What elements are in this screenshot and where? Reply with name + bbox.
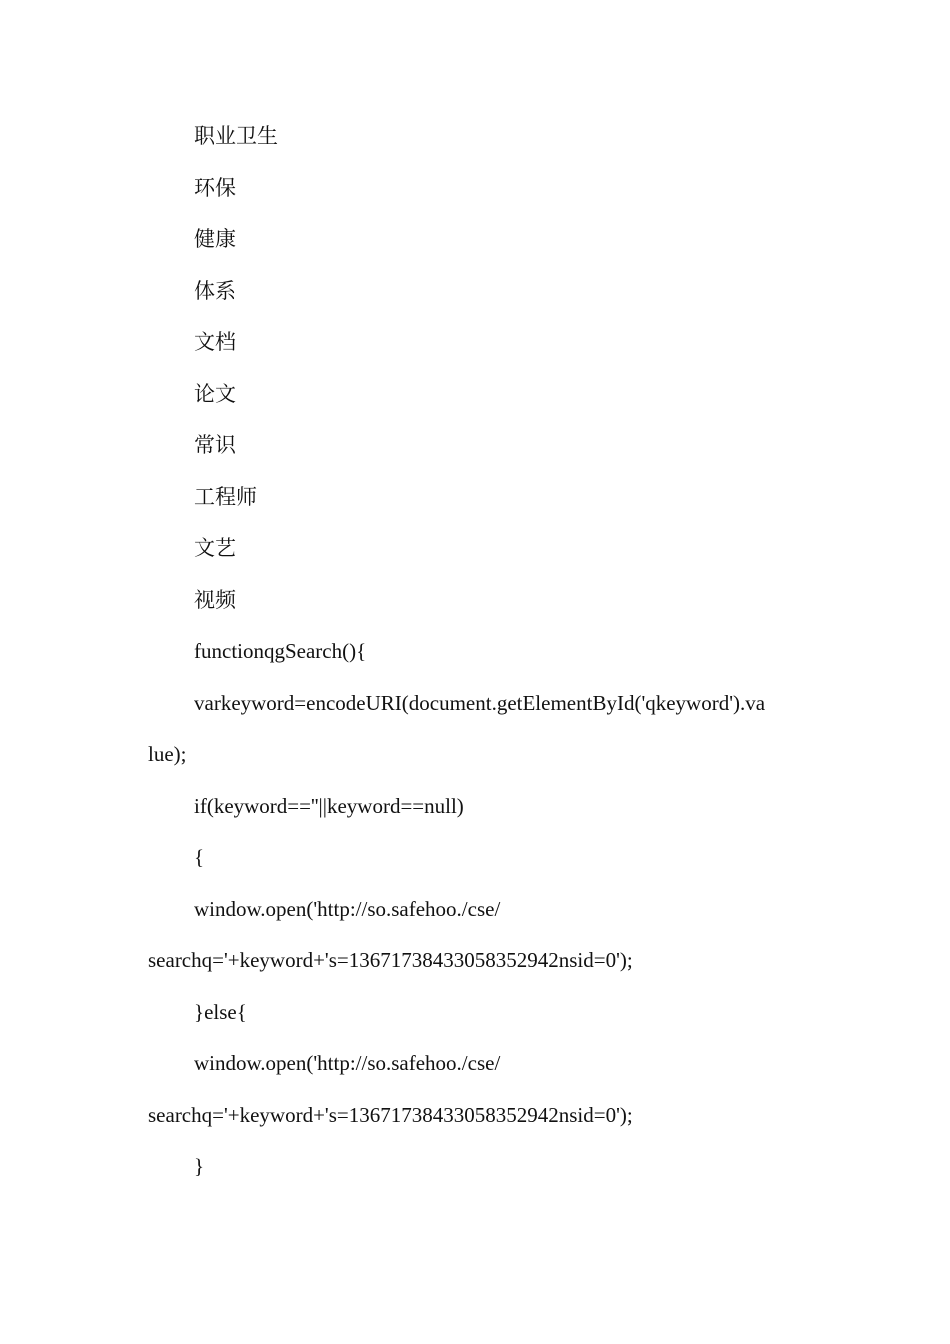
code-line: }else{ — [194, 1000, 247, 1024]
code-line: { — [194, 845, 205, 869]
text-line: 论文 — [194, 382, 236, 406]
code-line: } — [194, 1154, 205, 1178]
text-line: 环保 — [194, 176, 236, 200]
text-line: 视频 — [194, 588, 236, 612]
code-line: lue); — [148, 742, 187, 766]
code-line: searchq='+keyword+'s=13671738433058352942nsid=0'); — [148, 948, 633, 972]
code-line: functionqgSearch(){ — [194, 639, 367, 663]
code-line: window.open('http://so.safehoo./cse/ — [194, 897, 501, 921]
code-line: if(keyword==''||keyword==null) — [194, 794, 464, 818]
code-line: searchq='+keyword+'s=13671738433058352942nsid=0'); — [148, 1103, 633, 1127]
text-line: 工程师 — [194, 485, 257, 509]
text-line: 文档 — [194, 330, 236, 354]
code-line: window.open('http://so.safehoo./cse/ — [194, 1051, 501, 1075]
text-line: 职业卫生 — [194, 124, 278, 148]
text-line: 文艺 — [194, 536, 236, 560]
text-line: 体系 — [194, 279, 236, 303]
code-line: varkeyword=encodeURI(document.getElementById('qkeyword').va — [194, 691, 766, 715]
text-line: 健康 — [194, 227, 236, 251]
text-line: 常识 — [194, 433, 236, 457]
